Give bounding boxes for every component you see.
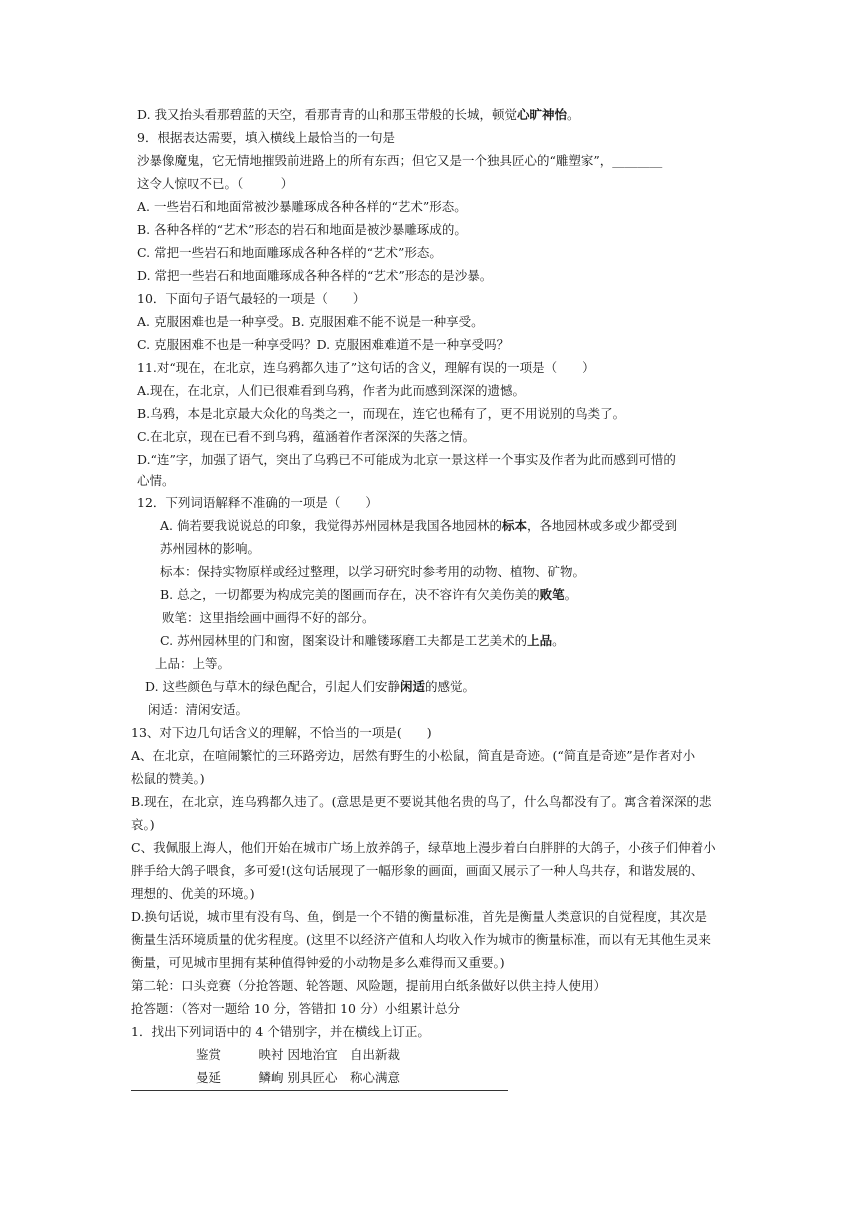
q12-option-d-gloss: 闲适：清闲安适。 xyxy=(148,702,249,717)
q13-option-c-line3: 理想的、优美的环境。) xyxy=(131,886,255,901)
q9-sentence-line2: 这令人惊叹不已。（ ） xyxy=(137,176,294,191)
word-list-row1: 鉴赏 映衬 因地治宜 自出新裁 xyxy=(196,1047,400,1062)
round2-question1: 1．找出下列词语中的 4 个错别字，并在横线上订正。 xyxy=(131,1024,430,1039)
q11-option-d-line2: 心情。 xyxy=(137,473,175,488)
q12-option-c-gloss: 上品：上等。 xyxy=(155,656,231,671)
q12-option-a-gloss: 标本：保持实物原样或经过整理，以学习研究时参考用的动物、植物、矿物。 xyxy=(160,564,586,579)
q13-option-d-line3: 衡量，可见城市里拥有某种值得钟爱的小动物是多么难得而又重要。) xyxy=(131,955,505,970)
q13-option-a-line1: A、在北京，在喧闹繁忙的三环路旁边，居然有野生的小松鼠，简直是奇迹。(“简直是奇迹”是作者对小 xyxy=(131,748,696,763)
q9-option-a: A. 一些岩石和地面常被沙暴雕琢成各种各样的“艺术”形态。 xyxy=(137,199,467,214)
q12-option-a-line2: 苏州园林的影响。 xyxy=(160,541,261,556)
word-list-row2: 曼延 鳞峋 别具匠心 称心满意 xyxy=(196,1070,400,1085)
round2-heading: 第二轮：口头竞赛（分抢答题、轮答题、风险题，提前用白纸条做好以供主持人使用） xyxy=(131,978,607,993)
q8-option-d: D. 我又抬头看那碧蓝的天空，看那青青的山和那玉带般的长城，顿觉心旷神怡。 xyxy=(137,107,580,122)
q12-option-d-line1: D. 这些颜色与草木的绿色配合，引起人们安静闲适的感觉。 xyxy=(145,679,476,694)
q12-option-b-line1: B. 总之，一切都要为构成完美的图画而存在，决不容许有欠美伤美的败笔。 xyxy=(160,587,578,602)
q13-option-c-line2: 胖手给大鸽子喂食，多可爱!(这句话展现了一幅形象的画面，画面又展示了一种人鸟共存，和谐发展的、 xyxy=(131,863,704,878)
q10-stem: 10．下面句子语气最轻的一项是（ ） xyxy=(137,291,366,306)
q9-stem: 9．根据表达需要，填入横线上最恰当的一句是 xyxy=(137,130,395,145)
q9-sentence-line1: 沙暴像魔鬼，它无情地摧毁前进路上的所有东西；但它又是一个独具匠心的“雕塑家”，________ xyxy=(137,153,663,168)
q10-options-cd: C. 克服困难不也是一种享受吗？D. 克服困难难道不是一种享受吗？ xyxy=(137,337,510,352)
q12-option-c-line1: C. 苏州园林里的门和窗，图案设计和雕镂琢磨工夫都是工艺美术的上品。 xyxy=(160,633,565,648)
q11-stem: 11.对“现在，在北京，连乌鸦都久违了”这句话的含义，理解有误的一项是（ ） xyxy=(137,360,595,375)
q10-options-ab: A. 克服困难也是一种享受。B. 克服困难不能不说是一种享受。 xyxy=(137,314,484,329)
q13-option-a-line2: 松鼠的赞美。) xyxy=(131,771,205,786)
q11-option-b: B.乌鸦，本是北京最大众化的鸟类之一，而现在，连它也稀有了，更不用说别的鸟类了。 xyxy=(137,406,626,421)
q9-option-b: B. 各种各样的“艺术”形态的岩石和地面是被沙暴雕琢成的。 xyxy=(137,222,467,237)
q9-option-d: D. 常把一些岩石和地面雕琢成各种各样的“艺术”形态的是沙暴。 xyxy=(137,268,493,283)
q13-option-d-line1: D.换句话说，城市里有没有鸟、鱼，倒是一个不错的衡量标准，首先是衡量人类意识的自觉程度，其次是 xyxy=(131,909,708,924)
answer-underline xyxy=(131,1090,508,1091)
q11-option-c: C.在北京，现在已看不到乌鸦，蕴涵着作者深深的失落之情。 xyxy=(137,429,476,444)
q11-option-a: A.现在，在北京，人们已很难看到乌鸦，作者为此而感到深深的遗憾。 xyxy=(137,383,526,398)
q12-stem: 12．下列词语解释不准确的一项是（ ） xyxy=(137,495,378,510)
q13-option-b-line2: 哀。) xyxy=(131,817,155,832)
q11-option-d-line1: D.“连”字，加强了语气，突出了乌鸦已不可能成为北京一景这样一个事实及作者为此而感到可惜的 xyxy=(137,452,676,467)
q12-option-b-gloss: 败笔：这里指绘画中画得不好的部分。 xyxy=(162,610,375,625)
q13-stem: 13、对下边几句话含义的理解，不恰当的一项是( ) xyxy=(131,725,432,740)
q13-option-c-line1: C、我佩服上海人，他们开始在城市广场上放养鸽子，绿草地上漫步着白白胖胖的大鸽子，小孩子们伸着小 xyxy=(131,840,716,855)
q13-option-d-line2: 衡量生活环境质量的优劣程度。(这里不以经济产值和人均收入作为城市的衡量标准，而以有无其他生灵来 xyxy=(131,932,711,947)
q13-option-b-line1: B.现在，在北京，连乌鸦都久违了。(意思是更不要说其他名贵的鸟了，什么鸟都没有了。寓含着深深的悲 xyxy=(131,794,712,809)
q9-option-c: C. 常把一些岩石和地面雕琢成各种各样的“艺术”形态。 xyxy=(137,245,442,260)
q12-option-a-line1: A. 倘若要我说说总的印象，我觉得苏州园林是我国各地园林的标本，各地园林或多或少都受到 xyxy=(160,518,678,533)
quick-answer-heading: 抢答题：（答对一题给 10 分，答错扣 10 分）小组累计总分 xyxy=(131,1001,460,1016)
